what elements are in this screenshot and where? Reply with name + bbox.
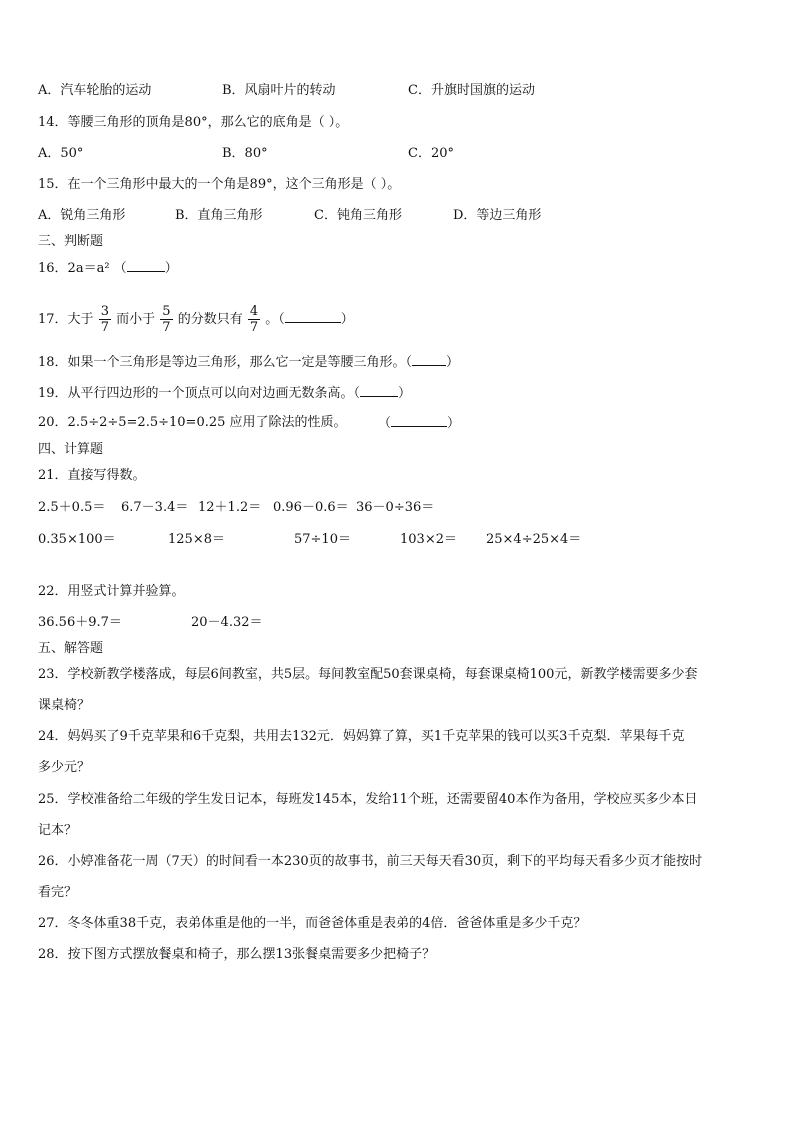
q17-fraction-1 <box>99 304 111 335</box>
q21-item: 0.96－0.6＝ <box>273 500 349 515</box>
q18-close-paren: ） <box>446 355 460 370</box>
q22-item: 20－4.32＝ <box>191 615 263 630</box>
q20-text: 20．2.5÷2÷5=2.5÷10=0.25 应用了除法的性质。 <box>38 415 347 430</box>
q16-close-paren: ） <box>164 261 178 276</box>
q14-option-c: C．20° <box>408 146 454 161</box>
q17-answer-blank[interactable] <box>285 310 341 323</box>
q20-answer <box>378 414 460 433</box>
q24-text-line-2: 多少元？ <box>38 760 91 775</box>
q17-line <box>38 304 354 335</box>
q14-text: 14．等腰三角形的顶角是80°，那么它的底角是（ ）。 <box>38 115 349 130</box>
section-heading-judgement: 三、判断题 <box>38 234 104 249</box>
q17-fraction-1-numerator: 3 <box>100 304 109 319</box>
q21-item: 2.5＋0.5＝ <box>38 500 106 515</box>
q17-fraction-3 <box>248 304 260 335</box>
q17-fraction-1-denominator: 7 <box>100 320 109 335</box>
q15-option-b: B．直角三角形 <box>175 208 263 223</box>
q21-item: 12＋1.2＝ <box>198 500 262 515</box>
q15-option-d: D．等边三角形 <box>453 208 542 223</box>
q22-item: 36.56＋9.7＝ <box>38 615 122 630</box>
q15-text: 15．在一个三角形中最大的一个角是89°，这个三角形是（ ）。 <box>38 177 401 192</box>
q13-option-b: B．风扇叶片的转动 <box>222 83 336 98</box>
q18-text: 18．如果一个三角形是等边三角形，那么它一定是等腰三角形。（ <box>38 355 413 370</box>
q20-close-paren: ） <box>447 416 461 431</box>
q21-item: 25×4÷25×4＝ <box>486 532 582 547</box>
q17-fraction-2-numerator: 5 <box>162 304 171 319</box>
q21-item: 36－0÷36＝ <box>356 500 435 515</box>
q20-answer-blank[interactable] <box>391 414 447 427</box>
q19-close-paren: ） <box>398 386 412 401</box>
q21-item: 0.35×100＝ <box>38 532 116 547</box>
q21-item: 57÷10＝ <box>294 532 351 547</box>
q13-option-a: A．汽车轮胎的运动 <box>38 83 152 98</box>
q21-title: 21．直接写得数。 <box>38 468 146 483</box>
q21-item: 6.7－3.4＝ <box>121 500 189 515</box>
q26-text-line-1: 26．小婷准备花一周（7天）的时间看一本230页的故事书，前三天每天看30页，剩下的平均每天看多少页才能按时 <box>38 854 703 869</box>
q18-answer-blank[interactable] <box>412 353 446 366</box>
q17-fraction-3-denominator: 7 <box>249 320 259 335</box>
q18-line <box>38 353 459 372</box>
q17-fraction-3-numerator: 4 <box>249 304 259 319</box>
q19-answer-blank[interactable] <box>360 384 398 397</box>
q17-text-3: 的分数只有 <box>177 312 243 327</box>
q21-item: 103×2＝ <box>400 532 457 547</box>
q17-fraction-2-denominator: 7 <box>162 320 171 335</box>
q14-option-b: B．80° <box>222 146 268 161</box>
q22-title: 22．用竖式计算并验算。 <box>38 584 185 599</box>
q14-option-a: A．50° <box>38 146 84 161</box>
q27-text: 27．冬冬体重38千克，表弟体重是他的一半，而爸爸体重是表弟的4倍．爸爸体重是多少千克？ <box>38 916 587 931</box>
q15-option-a: A．锐角三角形 <box>38 208 126 223</box>
q25-text-line-2: 记本？ <box>38 823 78 838</box>
q23-text-line-1: 23．学校新教学楼落成，每层6间教室，共5层。每间教室配50套课桌椅，每套课桌椅100元，新教学楼需要多少套 <box>38 667 698 682</box>
q17-text-1: 17．大于 <box>38 312 94 327</box>
q21-item: 125×8＝ <box>168 532 225 547</box>
q16-answer-blank[interactable] <box>127 259 165 272</box>
q16-open-paren: （ <box>113 261 127 276</box>
q19-text: 19．从平行四边形的一个顶点可以向对边画无数条高。（ <box>38 386 361 401</box>
q17-text-2: 而小于 <box>116 312 156 327</box>
q24-text-line-1: 24．妈妈买了9千克苹果和6千克梨，共用去132元．妈妈算了算，买1千克苹果的钱可以买3千克梨．苹果每千克 <box>38 729 685 744</box>
q15-option-c: C．钝角三角形 <box>314 208 402 223</box>
q23-text-line-2: 课桌椅？ <box>38 698 91 713</box>
q13-option-c: C．升旗时国旗的运动 <box>408 83 535 98</box>
q17-text-4: 。（ <box>265 312 285 327</box>
q20-open-paren: （ <box>378 416 392 431</box>
q26-text-line-2: 看完？ <box>38 885 78 900</box>
section-heading-calculation: 四、计算题 <box>38 442 104 457</box>
q16-text: 16．2a＝a² <box>38 261 110 276</box>
q17-close-paren: ） <box>340 312 354 327</box>
section-heading-word-problems: 五、解答题 <box>38 641 104 656</box>
q19-line <box>38 384 411 403</box>
q25-text-line-1: 25．学校准备给二年级的学生发日记本，每班发145本，发给11个班，还需要留40本作为备用，学校应买多少本日 <box>38 792 698 807</box>
q28-text: 28．按下图方式摆放餐桌和椅子，那么摆13张餐桌需要多少把椅子？ <box>38 947 436 962</box>
q16-line <box>38 259 178 278</box>
q17-fraction-2 <box>160 304 172 335</box>
